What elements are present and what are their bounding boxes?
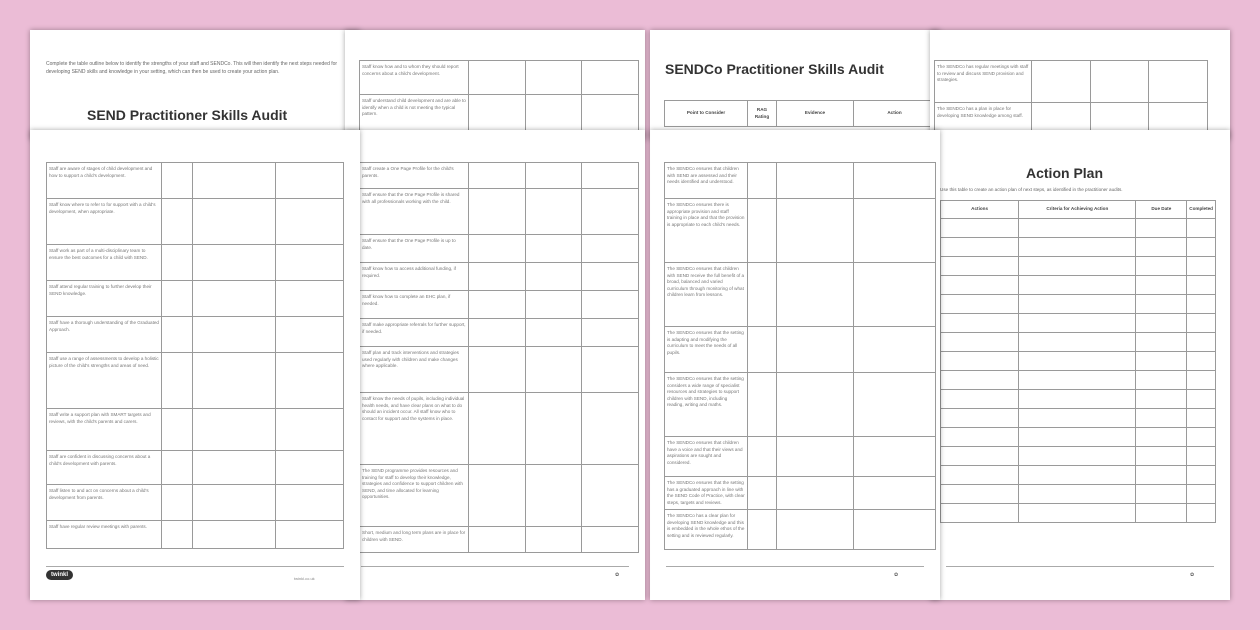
footer-divider [46,566,344,567]
criteria-cell: The SENDCo has a plan in place for developing SEND knowledge among staff. [935,103,1032,141]
empty-cell [941,257,1019,276]
table-row [360,393,639,465]
criteria-cell: Staff write a support plan with SMART targets and reviews, with the child's parents and carers. [47,409,162,451]
page1-top-sheet [30,30,360,140]
empty-cell [1187,390,1216,409]
table-row [360,235,639,263]
column-header: Actions [941,201,1019,219]
page4-top-table [934,60,1208,140]
table-row [941,504,1216,523]
criteria-cell: Staff know how to access additional funding, if required. [360,263,469,291]
criteria-cell: Staff know how to complete an EHC plan, if needed. [360,291,469,319]
empty-cell [1136,409,1187,428]
column-header: Due Date [1136,201,1187,219]
table-row [360,465,639,527]
table-row [941,295,1216,314]
column-header: Point to Consider [665,101,748,127]
table-row [360,291,639,319]
table-row [941,390,1216,409]
footer-logo: ✿ [894,572,899,578]
empty-cell [941,428,1019,447]
empty-cell [1019,352,1136,371]
empty-cell [1019,428,1136,447]
page2-top-table [359,60,639,131]
table-row [47,281,344,317]
criteria-cell: The SENDCo has a clear plan for developing SEND knowledge and this is embedded in the whole ethos of the setting and is reviewed regularly. [665,510,748,550]
twinkl-logo: twinkl [46,570,73,580]
empty-cell [1136,485,1187,504]
footer-divider [361,566,629,567]
table-row [941,466,1216,485]
criteria-cell: Staff create a One Page Profile for the child's parents. [360,163,469,189]
criteria-cell: Staff know how and to whom they should report concerns about a child's development. [360,61,469,95]
empty-cell [1187,409,1216,428]
table-row [360,263,639,291]
page4-title: Action Plan [1026,165,1104,181]
empty-cell [941,314,1019,333]
empty-cell [941,409,1019,428]
empty-cell [941,390,1019,409]
empty-cell [1019,447,1136,466]
table-header-row [665,101,936,127]
criteria-cell: Staff have a thorough understanding of the Graduated Approach. [47,317,162,353]
action-plan-table [940,200,1216,523]
table-row [941,447,1216,466]
footer-divider [666,566,924,567]
page3-header-table [664,100,936,127]
empty-cell [1019,390,1136,409]
table-row [360,61,639,95]
column-header: Action [854,101,936,127]
page1-intro: Complete the table outline below to identify the strengths of your staff and SENDCo. This will then identify the next steps needed for developing SEND skills and knowledge in your setting, which can then be used to create your action plan. [46,61,338,75]
table-row [47,409,344,451]
table-row [665,327,936,373]
empty-cell [1136,371,1187,390]
empty-cell [1136,390,1187,409]
footer-logo: ✿ [1190,572,1195,578]
criteria-cell: Staff are aware of stages of child development and how to support a child's development. [47,163,162,199]
table-row [360,319,639,347]
empty-cell [1136,352,1187,371]
criteria-cell: Staff have regular review meetings with parents. [47,521,162,549]
table-row [935,61,1208,103]
column-header: Criteria for Achieving Action [1019,201,1136,219]
empty-cell [1136,428,1187,447]
empty-cell [1019,295,1136,314]
empty-cell [1019,257,1136,276]
empty-cell [941,447,1019,466]
table-row [47,317,344,353]
empty-cell [1019,238,1136,257]
empty-cell [941,466,1019,485]
criteria-cell: Staff listen to and act on concerns about a child's development from parents. [47,485,162,521]
empty-cell [1187,333,1216,352]
empty-cell [1136,219,1187,238]
table-row [665,263,936,327]
table-row [47,353,344,409]
table-row [941,371,1216,390]
empty-cell [941,295,1019,314]
empty-cell [1019,485,1136,504]
empty-cell [1136,257,1187,276]
footer-logo: ✿ [615,572,620,578]
table-row [47,245,344,281]
criteria-cell: Short, medium and long term plans are in place for children with SEND. [360,527,469,553]
send-audit-table [46,162,344,549]
table-row [941,276,1216,295]
table-row [360,163,639,189]
column-header: Evidence [777,101,854,127]
page4-intro: Use this table to create an action plan of next steps, as identified in the practitioner audits. [940,187,1123,192]
sendco-audit-table [664,162,936,550]
page2-audit-table [359,162,639,553]
table-row [360,347,639,393]
empty-cell [1019,219,1136,238]
column-header: RAG Rating [748,101,777,127]
page4-top-sheet [930,30,1230,140]
table-row [941,333,1216,352]
table-row [360,95,639,131]
empty-cell [1187,485,1216,504]
criteria-cell: The SENDCo ensures that children have a voice and that their views and aspirations are sought and considered. [665,437,748,477]
page1-sheet [30,130,360,600]
criteria-cell: Staff know the needs of pupils, including individual health needs, and have clear plans on what to do should an incident occur. All staff know who to contact for support and the systems in place. [360,393,469,465]
empty-cell [1019,466,1136,485]
empty-cell [1136,447,1187,466]
page4-sheet [930,130,1230,600]
criteria-cell: Staff are confident in discussing concerns about a child's development with parents. [47,451,162,485]
criteria-cell: Staff work as part of a multi-disciplinary team to ensure the best outcomes for a child with SEND. [47,245,162,281]
criteria-cell: The SENDCo ensures that the setting is adapting and modifying the curriculum to meet the needs of all pupils. [665,327,748,373]
criteria-cell: The SENDCo ensures there is appropriate provision and staff training in place and that the provision is appropriate to each child's needs. [665,199,748,263]
table-row [47,451,344,485]
empty-cell [1187,238,1216,257]
empty-cell [1187,447,1216,466]
empty-cell [941,276,1019,295]
column-header: Completed [1187,201,1216,219]
criteria-cell: The SENDCo ensures that the setting has a graduated approach in line with the SEND Code of Practice, with clear steps, targets and reviews. [665,477,748,510]
footer-url: twinkl.co.uk [294,576,315,581]
table-row [47,521,344,549]
empty-cell [1136,504,1187,523]
criteria-cell: Staff make appropriate referrals for further support, if needed. [360,319,469,347]
empty-cell [1019,276,1136,295]
table-row [665,199,936,263]
empty-cell [1187,219,1216,238]
page2-top-sheet [345,30,645,140]
table-row [47,199,344,245]
empty-cell [1136,333,1187,352]
empty-cell [1019,371,1136,390]
table-row [360,527,639,553]
table-row [941,428,1216,447]
criteria-cell: The SENDCo ensures that children with SEND are assessed and their needs identified and understood. [665,163,748,199]
table-row [665,163,936,199]
empty-cell [1187,428,1216,447]
table-row [665,373,936,437]
empty-cell [1187,504,1216,523]
empty-cell [1136,238,1187,257]
empty-cell [1136,276,1187,295]
empty-cell [941,333,1019,352]
empty-cell [941,485,1019,504]
table-row [941,485,1216,504]
page1-title: SEND Practitioner Skills Audit [87,107,288,123]
empty-cell [1019,333,1136,352]
table-row [665,510,936,550]
page2-sheet [345,130,645,600]
empty-cell [1187,371,1216,390]
empty-cell [1136,466,1187,485]
empty-cell [1019,314,1136,333]
table-row [941,314,1216,333]
empty-cell [1187,314,1216,333]
table-row [665,437,936,477]
empty-cell [1187,257,1216,276]
empty-cell [1187,276,1216,295]
empty-cell [941,352,1019,371]
table-header-row [941,201,1216,219]
criteria-cell: Staff understand child development and are able to identify when a child is not meeting the typical pattern. [360,95,469,131]
empty-cell [1136,295,1187,314]
criteria-cell: The SEND programme provides resources and training for staff to develop their knowledge, strategies and confidence to support children with SEND, and time allocated for learning opportunities. [360,465,469,527]
criteria-cell: Staff know where to refer to for support with a child's development, when appropriate. [47,199,162,245]
table-row [360,189,639,235]
criteria-cell: Staff ensure that the One Page Profile is up to date. [360,235,469,263]
table-row [941,257,1216,276]
empty-cell [941,504,1019,523]
criteria-cell: The SENDCo has regular meetings with staff to review and discuss SEND provision and strategies. [935,61,1032,103]
empty-cell [941,371,1019,390]
criteria-cell: The SENDCo ensures that children with SEND receive the full benefit of a broad, balanced and varied curriculum through monitoring of what children learn from lessons. [665,263,748,327]
page3-top-sheet [650,30,940,140]
empty-cell [1136,314,1187,333]
empty-cell [1187,295,1216,314]
table-row [941,219,1216,238]
empty-cell [1187,352,1216,371]
page3-title: SENDCo Practitioner Skills Audit [665,61,884,77]
empty-cell [1019,409,1136,428]
table-row [47,485,344,521]
criteria-cell: Staff attend regular training to further develop their SEND knowledge. [47,281,162,317]
empty-cell [941,219,1019,238]
table-row [47,163,344,199]
table-row [941,409,1216,428]
criteria-cell: Staff ensure that the One Page Profile is shared with all professionals working with the child. [360,189,469,235]
page3-sheet [650,130,940,600]
criteria-cell: The SENDCo ensures that the setting considers a wide range of specialist resources and strategies to support children with SEND, including reading, writing and maths. [665,373,748,437]
table-row [941,238,1216,257]
criteria-cell: Staff plan and track interventions and strategies used regularly with children and make changes where applicable. [360,347,469,393]
footer-divider [946,566,1214,567]
table-row [941,352,1216,371]
empty-cell [1187,466,1216,485]
criteria-cell: Staff use a range of assessments to develop a holistic picture of the child's strengths and areas of need. [47,353,162,409]
table-row [665,477,936,510]
empty-cell [1019,504,1136,523]
empty-cell [941,238,1019,257]
